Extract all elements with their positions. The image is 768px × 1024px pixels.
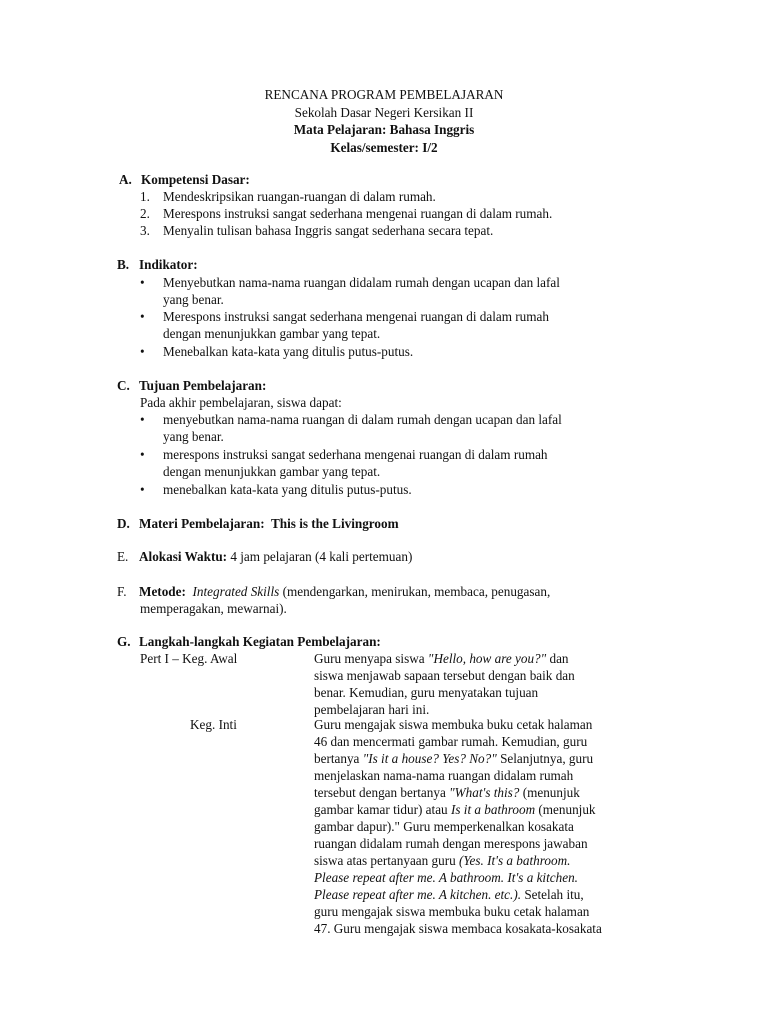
bullet-icon: •	[140, 412, 145, 427]
method-name: Integrated Skills	[192, 584, 280, 599]
bullet-icon: •	[140, 447, 145, 462]
bullet-icon: •	[140, 344, 145, 359]
section-intro: Pada akhir pembelajaran, siswa dapat:	[140, 395, 342, 410]
section-letter: B.	[117, 257, 130, 272]
section-letter: F.	[117, 584, 127, 599]
subject-line: Mata Pelajaran: Bahasa Inggris	[293, 122, 475, 137]
section-title: Metode:	[139, 584, 186, 599]
method-description-cont: memperagakan, mewarnai).	[140, 601, 287, 616]
list-item: 1. Mendeskripsikan ruangan-ruangan di dalam rumah.	[140, 189, 436, 204]
section-title: Langkah-langkah Kegiatan Pembelajaran:	[139, 634, 381, 649]
section-title: Kompetensi Dasar:	[141, 172, 250, 187]
bullet-icon: •	[140, 309, 145, 324]
section-alokasi-waktu	[117, 548, 412, 565]
section-letter: G.	[117, 634, 131, 649]
section-letter: D.	[117, 516, 130, 531]
section-value: This is the Livingroom	[270, 516, 399, 531]
bullet-icon: •	[140, 275, 145, 290]
section-value: 4 jam pelajaran (4 kali pertemuan)	[230, 549, 413, 564]
document-header	[0, 86, 768, 156]
list-item: 2. Merespons instruksi sangat sederhana mengenai ruangan di dalam rumah.	[140, 206, 553, 221]
section-letter: A.	[119, 172, 132, 187]
section-letter: E.	[117, 549, 129, 564]
bullet-icon: •	[140, 482, 145, 497]
document-page: RENCANA PROGRAM PEMBELAJARAN Sekolah Dasar Negeri Kersikan II Mata Pelajaran: Bahasa Inggris Kelas/semester: I/2 A. Kompetensi Dasar: 1. Mendeskripsikan ruangan-ruangan di dalam rumah. 2. Merespons instruksi sangat sederhana mengenai ruangan di dalam rumah. 3. Menyalin tulisan bahasa Inggris sangat sederhana secara tepat. B. Indikator: • Menyebutkan nama-nama ruangan didalam rumah dengan ucapan dan lafal yang benar. • Merespons instruksi sangat sederhana mengenai ruangan di dalam rumah dengan menunjukkan gambar yang tepat. • Menebalkan kata-kata yang ditulis putus-putus. C. Tujuan Pembelajaran: Pada akhir pembelajaran, siswa dapat: • menyebutkan nama-nama ruangan di dalam rumah dengan ucapan dan lafal yang benar. • merespons instruksi sangat sederhana mengenai ruangan di dalam rumah dengan menunjukkan gambar yang tepat. • menebalkan kata-kata yang ditulis putus-putus. D. Materi Pembelajaran: This is the Livingroom E. Alokasi Waktu: 4 jam pelajaran (4 kali pertemuan) F. Metode: Integrated Skills (mendengarkan, menirukan, membaca, penugasan, memperagakan, mewarnai). G. Langkah-langkah Kegiatan Pembelajaran: Pert I – Keg. Awal Guru menyapa siswa "Hello, how are you?" dan siswa menjawab sapaan tersebut dengan baik dan benar. Kemudian, guru menyatakan tujuan pembelajaran hari ini. Keg. Inti Guru mengajak siswa membuka buku cetak halaman 46 dan mencermati gambar rumah. Kemudian, guru bertanya "Is it a house? Yes? No?" Selanjutnya, guru menjelaskan nama-nama ruangan didalam rumah tersebut dengan bertanya "What's this? (menunjuk gambar kamar tidur) atau Is it a bathroom (menunjuk gambar dapur)." Guru memperkenalkan kosakata ruangan didalam rumah dengan merespons jawaban siswa atas pertanyaan guru (Yes. It's a bathroom. Please repeat after me. A bathroom. It's a kitchen. Please repeat after me. A kitchen. etc.). Setelah itu, guru mengajak siswa membuka buku cetak halaman 47. Guru mengajak siswa membaca kosakata-kosakata	[0, 0, 768, 1024]
section-title: Materi Pembelajaran:	[139, 516, 265, 531]
list-item: 3. Menyalin tulisan bahasa Inggris sangat sederhana secara tepat.	[140, 223, 494, 238]
section-letter: C.	[117, 378, 130, 393]
grade-line: Kelas/semester: I/2	[330, 139, 438, 155]
activity-label: Pert I – Keg. Awal	[140, 651, 238, 666]
section-materi	[117, 515, 399, 532]
document-title: RENCANA PROGRAM PEMBELAJARAN	[264, 87, 504, 102]
method-description: (mendengarkan, menirukan, membaca, penugasan,	[282, 584, 551, 599]
activity-label: Keg. Inti	[190, 717, 237, 732]
school-name: Sekolah Dasar Negeri Kersikan II	[294, 104, 474, 120]
section-title: Indikator:	[139, 257, 198, 272]
section-title: Alokasi Waktu:	[139, 549, 228, 564]
section-title: Tujuan Pembelajaran:	[139, 378, 267, 393]
